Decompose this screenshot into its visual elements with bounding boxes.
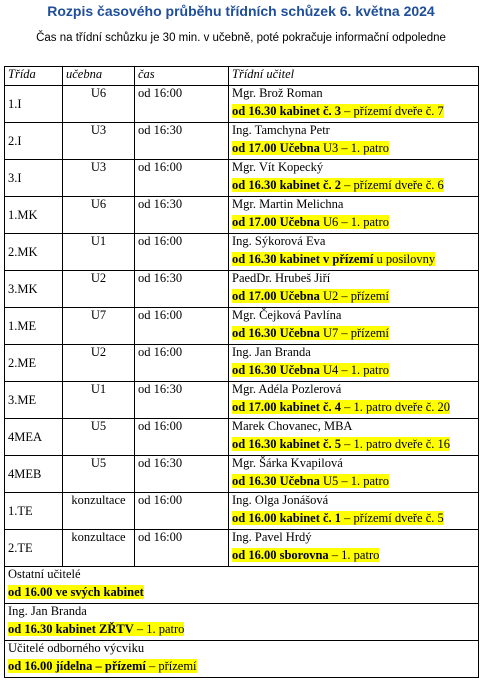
time-cell: od 16:00 xyxy=(135,419,229,456)
location-highlight xyxy=(8,622,184,636)
room-cell: U2 xyxy=(63,345,135,382)
time-cell: od 16:30 xyxy=(135,271,229,308)
room-cell: U1 xyxy=(63,234,135,271)
class-cell: 1.MK xyxy=(5,197,63,234)
page-title: Rozpis časového průběhu třídních schůzek 6. května 2024 xyxy=(47,3,435,19)
time-cell: od 16:00 xyxy=(135,234,229,271)
location-cell xyxy=(229,252,479,271)
location-main: od 16.30 kabinet č. 2 xyxy=(232,178,342,192)
location-detail: – 1. patro dveře č. 20 xyxy=(341,400,451,414)
location-main: od 16.30 kabinet č. 5 xyxy=(232,437,342,451)
location-highlight xyxy=(232,215,389,229)
teacher-cell: Ing. Sýkorová Eva xyxy=(229,234,479,253)
location-detail: – přízemí dveře č. 7 xyxy=(341,104,444,118)
location-cell xyxy=(229,289,479,308)
footer-row-location xyxy=(5,585,479,604)
location-cell xyxy=(229,548,479,567)
footer-row xyxy=(5,604,479,623)
location-highlight xyxy=(232,326,389,340)
location-highlight xyxy=(232,437,450,451)
teacher-cell: Marek Chovanec, MBA xyxy=(229,419,479,438)
page-subtitle: Čas na třídní schůzku je 30 min. v učebně, poté pokračuje informační odpoledne xyxy=(36,32,446,44)
location-cell xyxy=(229,400,479,419)
location-main: od 16.30 kabinet v přízemí xyxy=(232,252,374,266)
time-cell: od 16:30 xyxy=(135,382,229,419)
room-cell: U5 xyxy=(63,419,135,456)
teacher-cell: Ing. Pavel Hrdý xyxy=(229,530,479,549)
footer-location-cell xyxy=(5,659,479,678)
location-main: od 16.30 Učebna xyxy=(232,474,320,488)
footer-row xyxy=(5,567,479,586)
table-row xyxy=(5,493,479,512)
footer-location-cell xyxy=(5,622,479,641)
class-cell: 3.I xyxy=(5,160,63,197)
time-cell: od 16:00 xyxy=(135,308,229,345)
location-highlight xyxy=(232,104,444,118)
location-main: od 16.00 jídelna – přízemí xyxy=(8,659,146,673)
room-cell: U6 xyxy=(63,197,135,234)
location-detail: U6 – 1. patro xyxy=(319,215,389,229)
location-detail: U2 – přízemí xyxy=(319,289,389,303)
location-detail: U4 – 1. patro xyxy=(319,363,389,377)
footer-label: Ostatní učitelé xyxy=(5,567,479,586)
column-header-class: Třída xyxy=(5,67,63,86)
teacher-cell: PaedDr. Hrubeš Jiří xyxy=(229,271,479,290)
location-main: od 16.30 Učebna xyxy=(232,363,320,377)
table-header-row xyxy=(5,67,479,86)
location-main: od 17.00 kabinet č. 4 xyxy=(232,400,342,414)
table-row xyxy=(5,197,479,216)
location-main: od 16.30 kabinet č. 3 xyxy=(232,104,342,118)
location-detail: U3 – 1. patro xyxy=(319,141,389,155)
location-highlight xyxy=(232,474,389,488)
location-detail: – 1. patro dveře č. 16 xyxy=(341,437,451,451)
time-cell: od 16:30 xyxy=(135,197,229,234)
footer-row-location xyxy=(5,622,479,641)
teacher-cell: Ing. Tamchyna Petr xyxy=(229,123,479,142)
location-highlight xyxy=(232,548,379,562)
table-row xyxy=(5,345,479,364)
time-cell: od 16:00 xyxy=(135,530,229,567)
footer-row xyxy=(5,641,479,660)
class-cell: 2.I xyxy=(5,123,63,160)
location-cell xyxy=(229,511,479,530)
room-cell: U1 xyxy=(63,382,135,419)
location-main: od 17.00 Učebna xyxy=(232,215,320,229)
time-cell: od 16:30 xyxy=(135,456,229,493)
teacher-cell: Mgr. Šárka Kvapilová xyxy=(229,456,479,475)
location-detail: – 1. patro xyxy=(328,548,380,562)
location-main: od 16.00 ve svých kabinet xyxy=(8,585,144,599)
table-row xyxy=(5,271,479,290)
schedule-table xyxy=(4,66,479,678)
footer-row-location xyxy=(5,659,479,678)
location-detail: U5 – 1. patro xyxy=(319,474,389,488)
class-cell: 2.ME xyxy=(5,345,63,382)
table-row xyxy=(5,419,479,438)
footer-location-cell xyxy=(5,585,479,604)
footer-label: Ing. Jan Branda xyxy=(5,604,479,623)
location-highlight xyxy=(232,289,389,303)
room-cell: U3 xyxy=(63,123,135,160)
location-highlight xyxy=(232,252,435,266)
location-highlight xyxy=(8,659,197,673)
table-row xyxy=(5,382,479,401)
time-cell: od 16:30 xyxy=(135,123,229,160)
table-row xyxy=(5,308,479,327)
footer-label: Učitelé odborného výcviku xyxy=(5,641,479,660)
teacher-cell: Mgr. Martin Melichna xyxy=(229,197,479,216)
class-cell: 2.TE xyxy=(5,530,63,567)
location-main: od 17.00 Učebna xyxy=(232,289,320,303)
location-cell xyxy=(229,363,479,382)
class-cell: 3.ME xyxy=(5,382,63,419)
room-cell: U6 xyxy=(63,86,135,123)
table-row xyxy=(5,234,479,253)
location-cell xyxy=(229,141,479,160)
teacher-cell: Mgr. Adéla Pozlerová xyxy=(229,382,479,401)
table-row xyxy=(5,123,479,142)
table-row xyxy=(5,160,479,179)
location-highlight xyxy=(232,511,444,525)
class-cell: 1.ME xyxy=(5,308,63,345)
location-highlight xyxy=(8,585,144,599)
table-row xyxy=(5,86,479,105)
time-cell: od 16:00 xyxy=(135,493,229,530)
location-detail: u posilovny xyxy=(373,252,436,266)
location-highlight xyxy=(232,363,389,377)
location-cell xyxy=(229,437,479,456)
teacher-cell: Mgr. Čejková Pavlína xyxy=(229,308,479,327)
class-cell: 4MEB xyxy=(5,456,63,493)
room-cell: U7 xyxy=(63,308,135,345)
location-cell xyxy=(229,474,479,493)
location-highlight xyxy=(232,400,450,414)
room-cell: U5 xyxy=(63,456,135,493)
location-main: od 16.00 sborovna xyxy=(232,548,329,562)
time-cell: od 16:00 xyxy=(135,160,229,197)
column-header-teacher: Třídní učitel xyxy=(229,67,479,86)
location-detail: U7 – přízemí xyxy=(319,326,389,340)
teacher-cell: Ing. Jan Branda xyxy=(229,345,479,364)
location-cell xyxy=(229,104,479,123)
room-cell: konzultace xyxy=(63,493,135,530)
time-cell: od 16:00 xyxy=(135,345,229,382)
teacher-cell: Mgr. Brož Roman xyxy=(229,86,479,105)
location-detail: – 1. patro xyxy=(133,622,185,636)
location-main: od 16.30 kabinet ZŘTV xyxy=(8,622,134,636)
table-row xyxy=(5,530,479,549)
time-cell: od 16:00 xyxy=(135,86,229,123)
room-cell: U3 xyxy=(63,160,135,197)
location-highlight xyxy=(232,141,389,155)
location-detail: – přízemí dveře č. 6 xyxy=(341,178,444,192)
class-cell: 4MEA xyxy=(5,419,63,456)
class-cell: 3.MK xyxy=(5,271,63,308)
location-main: od 16.00 kabinet č. 1 xyxy=(232,511,342,525)
teacher-cell: Mgr. Vít Kopecký xyxy=(229,160,479,179)
class-cell: 2.MK xyxy=(5,234,63,271)
location-main: od 16.30 Učebna xyxy=(232,326,320,340)
location-cell xyxy=(229,215,479,234)
location-cell xyxy=(229,178,479,197)
room-cell: U2 xyxy=(63,271,135,308)
location-main: od 17.00 Učebna xyxy=(232,141,320,155)
column-header-room: učebna xyxy=(63,67,135,86)
column-header-time: čas xyxy=(135,67,229,86)
room-cell: konzultace xyxy=(63,530,135,567)
class-cell: 1.TE xyxy=(5,493,63,530)
location-highlight xyxy=(232,178,444,192)
class-cell: 1.I xyxy=(5,86,63,123)
location-detail: – přízemí dveře č. 5 xyxy=(341,511,444,525)
teacher-cell: Ing. Olga Jonášová xyxy=(229,493,479,512)
location-detail: – přízemí xyxy=(145,659,197,673)
table-row xyxy=(5,456,479,475)
location-cell xyxy=(229,326,479,345)
